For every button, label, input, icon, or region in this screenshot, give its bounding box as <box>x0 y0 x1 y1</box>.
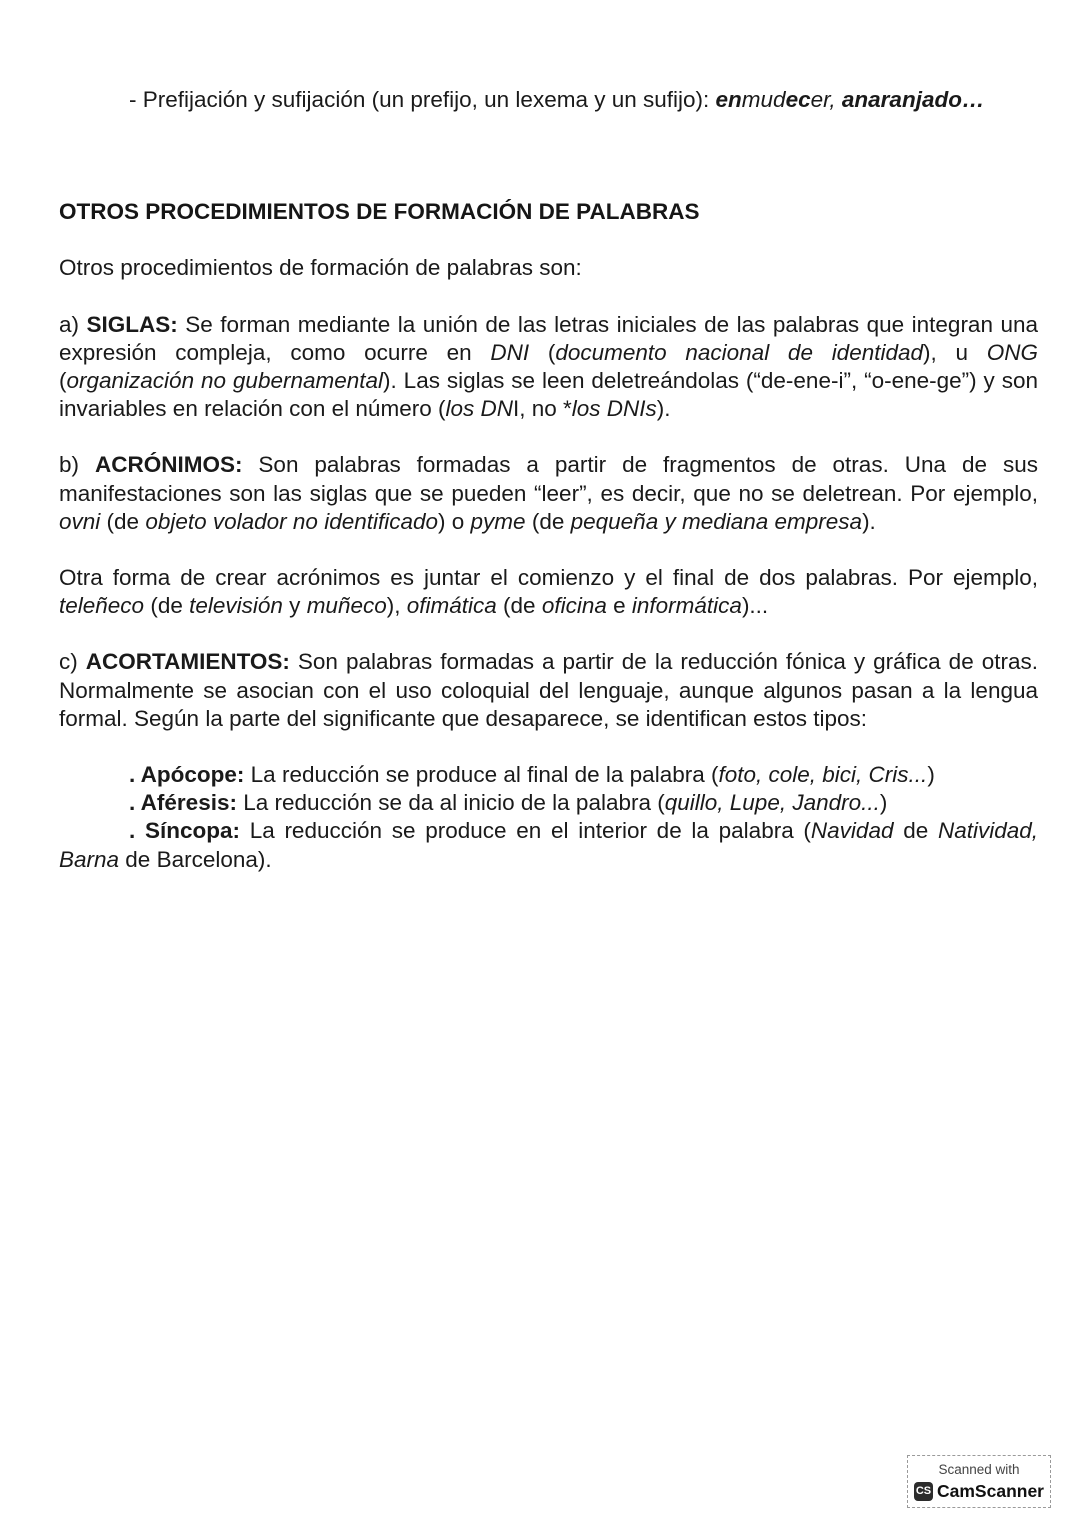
example-anaranjado: anaranjado… <box>841 87 985 112</box>
siglas-paragraph <box>59 311 1038 424</box>
siglas-text: ). Las siglas se leen deletreándolas (“de-ene-i”, “o-ene-ge”) y son invariables en relación con el número ( <box>59 368 1038 422</box>
sincopa-text: La reducción se produce en el interior de la palabra ( <box>239 818 811 844</box>
aferesis-label: . Aféresis: <box>129 790 237 816</box>
siglas-italic: los DN <box>445 396 513 422</box>
acronimos-italic: pequeña y mediana empresa <box>570 508 863 534</box>
acronimos-text: Son palabras formadas a partir de fragmentos de otras. Una de sus manifestaciones son las siglas que se pueden “leer”, es decir, que no se deletrean. Por ejemplo, <box>59 452 1038 506</box>
example-enmudecer-root: mud <box>741 87 786 112</box>
camscanner-watermark <box>907 1455 1051 1508</box>
acronimos-label: ACRÓNIMOS: <box>94 452 243 478</box>
siglas-italic: documento nacional de identidad <box>555 339 924 365</box>
list-item-sincopa <box>59 817 1038 873</box>
example-enmudecer-end: er, <box>810 87 836 112</box>
spacer <box>59 283 1038 311</box>
acronimos-italic: objeto volador no identificado <box>145 508 439 534</box>
sincopa-text: de <box>893 818 938 844</box>
acortamientos-list <box>59 761 1038 874</box>
acronimos2-text: Otra forma de crear acrónimos es juntar el comienzo y el final de dos palabras. Por ejemplo, <box>59 565 1038 591</box>
siglas-text: I, no * <box>512 396 572 422</box>
acronimos-text: ). <box>862 508 876 534</box>
acronimos2-text: (de <box>144 593 190 619</box>
siglas-text: ). <box>656 396 671 422</box>
sincopa-example: Navidad <box>810 818 894 844</box>
spacer <box>59 536 1038 564</box>
aferesis-text: La reducción se da al inicio de la palabra ( <box>236 790 665 816</box>
scanner-brand <box>908 1481 1050 1501</box>
siglas-text: ( <box>59 368 67 394</box>
document-page <box>59 86 1038 874</box>
acronimos-text: ) o <box>438 508 471 534</box>
section-title: OTROS PROCEDIMIENTOS DE FORMACIÓN DE PALABRAS <box>59 199 700 225</box>
acronimos2-text: )... <box>741 593 769 619</box>
acronimos-italic: pyme <box>470 508 526 534</box>
prefix-suffix-text: - Prefijación y sufijación (un prefijo, un lexema y un sufijo): <box>129 87 710 112</box>
acronimos2-text: y <box>282 593 307 619</box>
spacer <box>59 114 1038 198</box>
apocope-examples: foto, cole, bici, Cris... <box>718 762 928 788</box>
apocope-label: . Apócope: <box>129 762 245 788</box>
acronimos-italic: ovni <box>59 508 101 534</box>
siglas-italic: ONG <box>986 339 1039 365</box>
acronimos2-italic: oficina <box>541 593 607 619</box>
list-item-aferesis <box>59 789 1038 817</box>
siglas-italic: DNI <box>490 339 530 365</box>
list-item-apocope <box>59 761 1038 789</box>
sincopa-example: Natividad, Barna <box>59 818 1039 872</box>
acronimos2-italic: informática <box>631 593 742 619</box>
acronimos2-italic: ofimática <box>406 593 497 619</box>
spacer <box>59 226 1038 254</box>
acronimos-paragraph <box>59 451 1038 536</box>
sincopa-label: . Síncopa: <box>129 818 240 844</box>
acronimos-second-paragraph <box>59 564 1038 620</box>
acronimos2-text: (de <box>496 593 542 619</box>
prefix-suffix-paragraph <box>59 86 1038 114</box>
acronimos-text: (de <box>525 508 571 534</box>
siglas-italic: organización no gubernamental <box>66 368 384 394</box>
apocope-text: ) <box>927 762 935 788</box>
acronimos2-text: e <box>606 593 632 619</box>
acronimos2-text: ), <box>386 593 407 619</box>
siglas-label: SIGLAS: <box>86 311 178 337</box>
acronimos-text: (de <box>100 508 146 534</box>
scanner-brand-name: CamScanner <box>937 1481 1044 1501</box>
acortamientos-text: Son palabras formadas a partir de la reducción fónica y gráfica de otras. Normalmente se asocian con el uso coloquial del lenguaje, aunque algunos pasan a la lengua formal. Según la parte del significante que desaparece, se identifican estos tipos: <box>59 649 1038 731</box>
siglas-text: ), u <box>923 339 987 365</box>
camscanner-logo-icon: CS <box>914 1482 933 1501</box>
aferesis-text: ) <box>879 790 888 816</box>
sincopa-text: de Barcelona). <box>119 846 272 872</box>
spacer <box>59 620 1038 648</box>
spacer <box>59 423 1038 451</box>
acronimos-prefix: b) <box>59 452 80 478</box>
acronimos2-italic: muñeco <box>306 593 387 619</box>
acronimos2-italic: televisión <box>189 593 283 619</box>
aferesis-examples: quillo, Lupe, Jandro... <box>664 790 880 816</box>
acronimos2-italic: teleñeco <box>59 593 145 619</box>
scanner-caption: Scanned with <box>938 1462 1020 1477</box>
example-enmudecer-prefix: en <box>715 87 742 112</box>
section-lead: Otros procedimientos de formación de palabras son: <box>59 255 582 281</box>
acortamientos-paragraph <box>59 648 1038 733</box>
siglas-prefix: a) <box>59 311 80 337</box>
example-enmudecer-suffix: ec <box>785 87 811 112</box>
acortamientos-label: ACORTAMIENTOS: <box>85 649 290 675</box>
siglas-italic: los DNIs <box>571 396 657 422</box>
apocope-text: La reducción se produce al final de la palabra ( <box>244 762 719 788</box>
siglas-text: ( <box>529 339 556 365</box>
acortamientos-prefix: c) <box>59 649 78 675</box>
spacer <box>59 733 1038 761</box>
siglas-text: Se forman mediante la unión de las letras iniciales de las palabras que integran una expresión compleja, como ocurre en <box>59 311 1038 365</box>
